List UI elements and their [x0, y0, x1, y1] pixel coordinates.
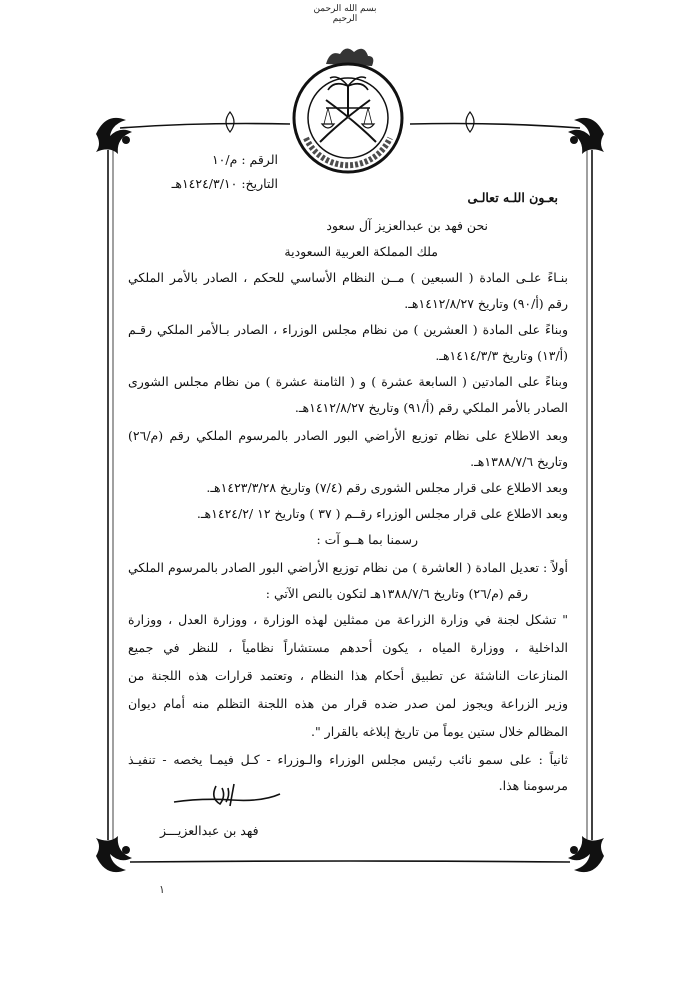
- decree-line: ثانياً : على سمو نائب رئيس مجلس الوزراء والـوزراء - كـل فيمـا يخصه - تنفيـذ: [128, 752, 568, 767]
- decree-line: بنـاءً علـى المادة ( السبعين ) مــن النظام الأساسي للحكم ، الصادر بالأمر الملكي: [128, 270, 568, 285]
- decree-line: وتاريخ ١٣٨٨/٧/٦هـ.: [470, 454, 568, 469]
- decree-line: مرسومنا هذا.: [498, 778, 568, 793]
- decree-line: وزير الزراعة ويجوز لمن صدر ضده قرار من هذه اللجنة التظلم منه أمام ديوان: [128, 696, 568, 711]
- decree-line: الصادر بالأمر الملكي رقم (أ/٩١) وتاريخ ١٤١٢/٨/٢٧هـ.: [294, 400, 568, 415]
- corner-ornament-bottom-left: [96, 836, 132, 872]
- invocation: بعـون اللـه تعالـى: [467, 190, 558, 205]
- decree-line: " تشكل لجنة في وزارة الزراعة من ممثلين لهذه الوزارة ، ووزارة العدل ، ووزارة: [128, 612, 568, 627]
- reference-block: [148, 148, 278, 196]
- basmala: بسم الله الرحمن الرحيم: [313, 4, 377, 24]
- justice-emblem-seal: [286, 26, 410, 176]
- emblem-text: لا إله إلا الله محمد رسول الله: [348, 118, 361, 119]
- reference-number: الرقم : م/١٠: [211, 152, 278, 167]
- page-number: ١: [159, 883, 165, 896]
- decree-line: المظالم خلال ستين يوماً من تاريخ إبلاغه بالقرار ".: [310, 724, 568, 739]
- decree-line: (أ/١٣) وتاريخ ١٤١٤/٣/٣هـ.: [435, 348, 568, 363]
- decree-line: وبعد الاطلاع على قرار مجلس الوزراء رقــم ( ٣٧ ) وتاريخ ١٢ /١٤٢٤/٢هـ.: [196, 506, 568, 521]
- decree-line: رقم (أ/٩٠) وتاريخ ١٤١٢/٨/٢٧هـ.: [404, 296, 568, 311]
- decree-line: أولاً : تعديل المادة ( العاشرة ) من نظام توزيع الأراضي البور الصادر بالمرسوم الملكي: [128, 560, 568, 575]
- signatory-name: فهد بن عبدالعزيـــز: [160, 823, 259, 838]
- decree-line: الداخلية ، ووزارة المياه ، يكون أحدهم مستشاراً نظامياً ، للنظر في جميع: [128, 640, 568, 655]
- handwritten-signature: [172, 780, 282, 816]
- decree-line: رقم (م/٢٦) وتاريخ ١٣٨٨/٧/٦هـ لتكون بالنص الآتي :: [265, 586, 528, 601]
- corner-ornament-top-left: [96, 118, 132, 154]
- decree-line: رسمنا بما هــو آت :: [316, 532, 418, 547]
- decree-line: المنازعات الناشئة عن تطبيق أحكام هذا النظام ، وتعتمد قرارات هذه اللجنة من: [128, 668, 568, 683]
- decree-line: وبناءً على المادتين ( السابعة عشرة ) و ( الثامنة عشرة ) من نظام مجلس الشورى: [128, 374, 568, 389]
- decree-line: وبعد الاطلاع على نظام توزيع الأراضي البور الصادر بالمرسوم الملكي رقم (م/٢٦): [128, 428, 568, 443]
- corner-ornament-top-right: [568, 118, 604, 154]
- decree-line: وبعد الاطلاع على قرار مجلس الشورى رقم (٧/٤) وتاريخ ١٤٢٣/٣/٢٨هـ.: [206, 480, 568, 495]
- issuer-line: نحن فهد بن عبدالعزيز آل سعود: [326, 218, 488, 233]
- decree-date: التاريخ: ١٤٢٤/٣/١٠هـ: [171, 176, 278, 191]
- issuer-title: ملك المملكة العربية السعودية: [284, 244, 438, 259]
- corner-ornament-bottom-right: [568, 836, 604, 872]
- decree-line: وبناءً على المادة ( العشرين ) من نظام مجلس الوزراء ، الصادر بـالأمر الملكي رقـم: [128, 322, 568, 337]
